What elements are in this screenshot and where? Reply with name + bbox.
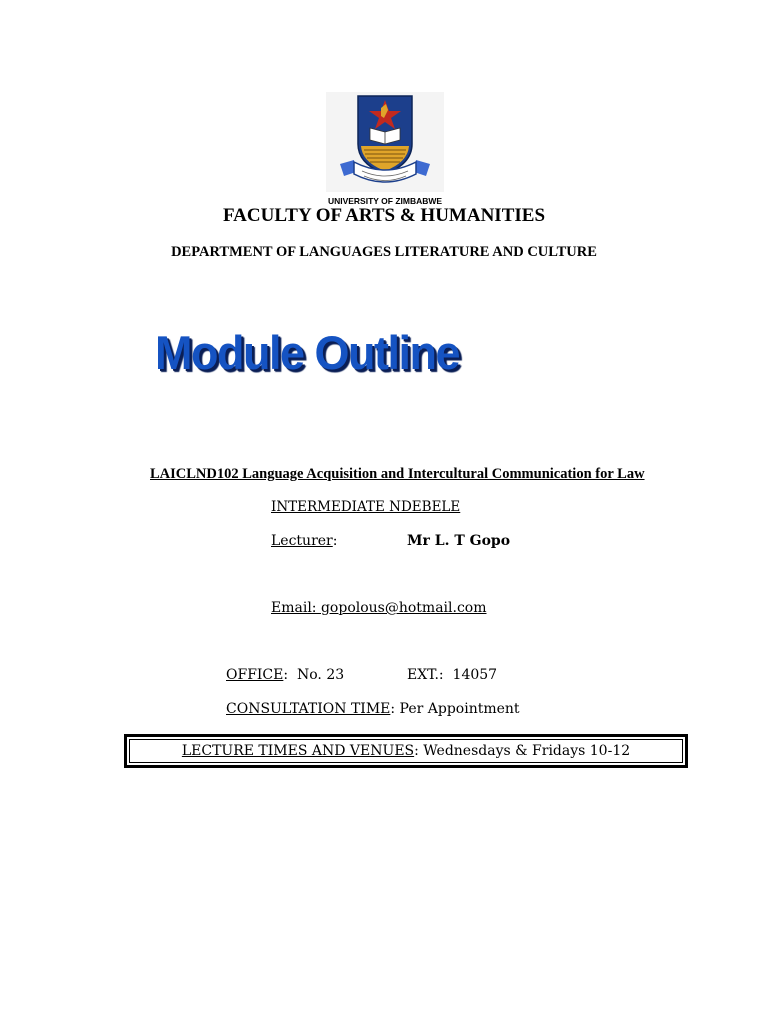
university-crest-logo	[326, 92, 444, 208]
university-name: UNIVERSITY OF ZIMBABWE	[327, 196, 443, 206]
office-line	[226, 667, 344, 683]
course-title: LAICLND102 Language Acquisition and Intercultural Communication for Law	[150, 466, 645, 482]
lecturer-colon: :	[332, 533, 338, 549]
lecturer-line	[271, 533, 337, 549]
consultation-colon: :	[390, 701, 396, 717]
office-colon: :	[283, 667, 289, 683]
module-level: INTERMEDIATE NDEBELE	[271, 499, 461, 515]
lecture-times-label: LECTURE TIMES AND VENUES	[181, 743, 415, 759]
lecturer-label: Lecturer	[271, 533, 333, 549]
office-label: OFFICE	[226, 667, 284, 683]
consultation-label: CONSULTATION TIME	[226, 701, 391, 717]
lecture-times-colon: :	[414, 743, 419, 759]
lecture-times-value: Wednesdays & Fridays 10-12	[418, 743, 631, 759]
consultation-line	[226, 701, 520, 717]
office-value: No. 23	[288, 667, 345, 683]
lecture-times-box	[124, 734, 688, 768]
department-heading: DEPARTMENT OF LANGUAGES LITERATURE AND CULTURE	[171, 244, 597, 260]
lecturer-email: Email: gopolous@hotmail.com	[271, 600, 487, 616]
consultation-value: Per Appointment	[395, 701, 520, 717]
document-title: Module Outline	[155, 326, 459, 380]
lecturer-name: Mr L. T Gopo	[407, 533, 511, 549]
office-extension: EXT.: 14057	[407, 667, 498, 683]
lecture-times-inner	[129, 739, 683, 763]
faculty-heading: FACULTY OF ARTS & HUMANITIES	[222, 205, 546, 226]
